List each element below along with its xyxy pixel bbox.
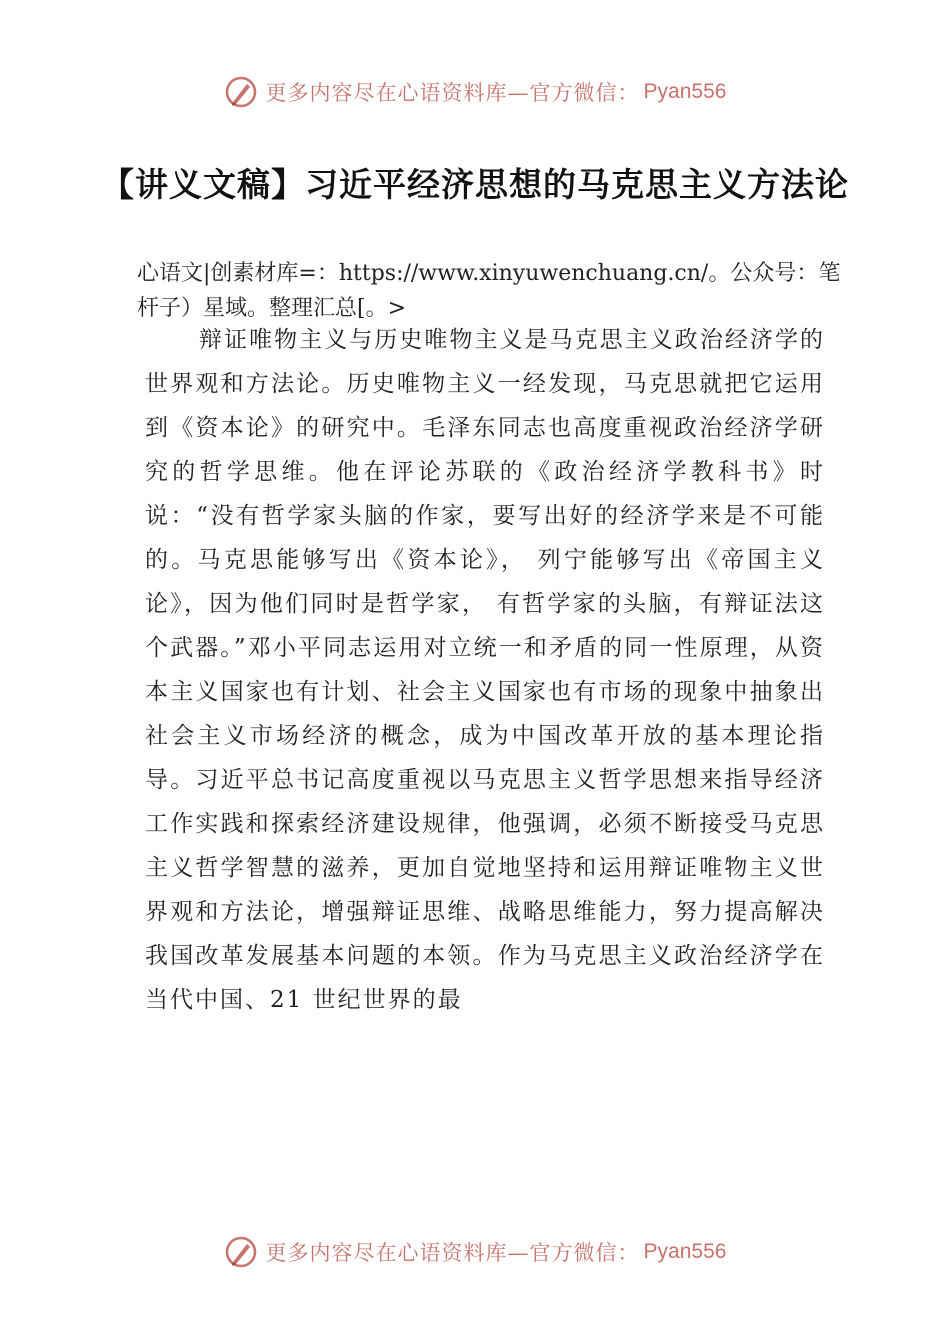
wechat-id: Pyan556 (643, 1240, 727, 1263)
source-line: 心语文|创素材库=：https://www.xinyuwenchuang.cn/。公众号：笔杆子）星域。整理汇总[。> (137, 261, 841, 321)
footer-banner (0, 1230, 950, 1274)
banner-text: 更多内容尽在心语资料库—官方微信： (265, 81, 640, 105)
banner-text: 更多内容尽在心语资料库—官方微信： (265, 1241, 640, 1265)
body-paragraph: 辩证唯物主义与历史唯物主义是马克思主义政治经济学的世界观和方法论。历史唯物主义一经发现，马克思就把它运用到《资本论》的研究中。毛泽东同志也高度重视政治经济学研究的哲学思维。他在评论苏联的《政治经济学教科书》时说：“没有哲学家头脑的作家，要写出好的经济学来是不可能的。马克思能够写出《资本论》， 列宁能够写出《帝国主义论》，因为他们同时是哲学家， 有哲学家的头脑，有辩证法这个武器。”邓小平同志运用对立统一和矛盾的同一性原理，从资本主义国家也有计划、社会主义国家也有市场的现象中抽象出社会主义市场经济的概念，成为中国改革开放的基本理论指导。习近平总书记高度重视以马克思主义哲学思想来指导经济工作实践和探索经济建设规律，他强调，必须不断接受马克思主义哲学智慧的滋养，更加自觉地坚持和运用辩证唯物主义世界观和方法论，增强辩证思维、战略思维能力，努力提高解决我国改革发展基本问题的本领。作为马克思主义政治经济学在当代中国、21 世纪世界的最 (145, 327, 825, 1013)
pen-logo-icon (224, 75, 258, 109)
wechat-id: Pyan556 (643, 80, 727, 103)
document-title: 【讲义文稿】习近平经济思想的马克思主义方法论 (101, 165, 849, 204)
pen-logo-icon (224, 1235, 258, 1269)
header-banner (0, 70, 950, 114)
